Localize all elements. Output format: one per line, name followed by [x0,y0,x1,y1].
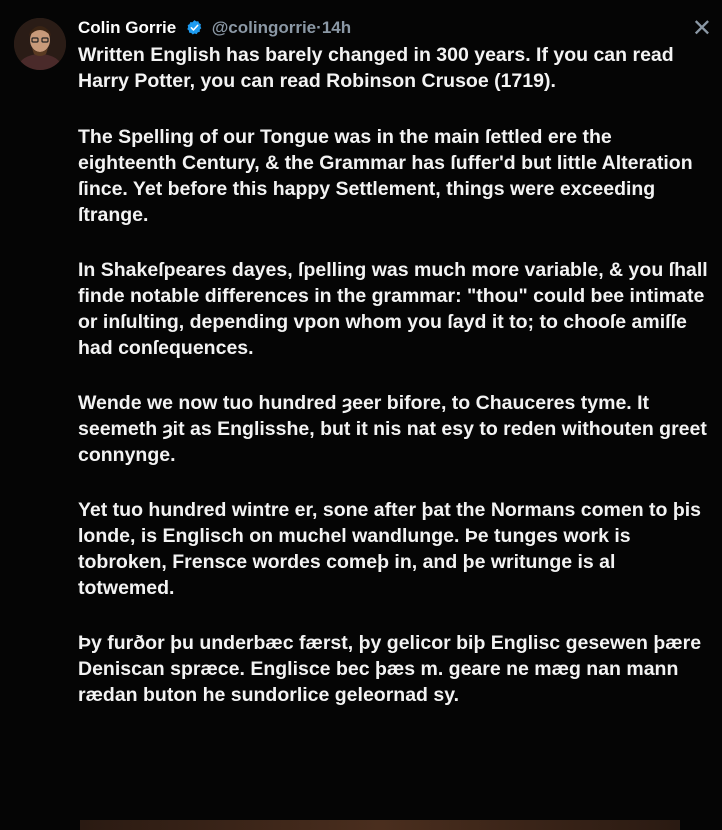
separator: · [316,18,322,37]
attached-media-edge[interactable] [80,820,680,830]
post-time[interactable]: 14h [321,18,352,37]
avatar[interactable] [14,18,66,70]
close-icon[interactable]: ✕ [691,14,712,42]
tweet-paragraph: In Shakeſpeares dayes, ſpelling was much more variable, & you ſhall finde notable differences in the grammar: "thou" could bee intimate or inſulting, depending vpon whom you ſayd it to; to chooſe amiſſe had conſequences. [78,259,708,359]
avatar-image [14,18,66,70]
tweet-paragraph: Yet tuo hundred wintre er, sone after þat the Normans comen to þis londe, is Englisch on muchel wandlunge. Þe tunges work is tobroken, Frensce wordes comeþ in, and þe writunge is al totwemed. [78,499,702,599]
verified-badge-icon [186,19,203,42]
tweet-paragraph: The Spelling of our Tongue was in the main ſettled ere the eighteenth Century, & the Grammar has ſuffer'd but little Alteration ſince. Yet before this happy Settlement, things were exceeding ſtrange. [78,126,693,226]
tweet-header [78,17,682,42]
tweet-paragraph: Þy furðor þu underbæc færst, þy gelicor biþ Englisc gesewen þære Deniscan spræce. Englisce bec þæs m. geare ne mæg nan mann rædan buton he sundorlice geleornad sy. [78,632,702,706]
author-handle[interactable]: @colingorrie [211,18,317,37]
tweet-paragraph: Wende we now tuo hundred ȝeer bifore, to Chauceres tyme. It seemeth ȝit as Englisshe, but it nis nat esy to reden withouten greet connynge. [78,392,707,466]
author-name[interactable]: Colin Gorrie [78,18,177,37]
tweet-text [78,42,708,708]
tweet-paragraph: Written English has barely changed in 300 years. If you can read Harry Potter, you can read Robinson Crusoe (1719). [78,44,674,92]
